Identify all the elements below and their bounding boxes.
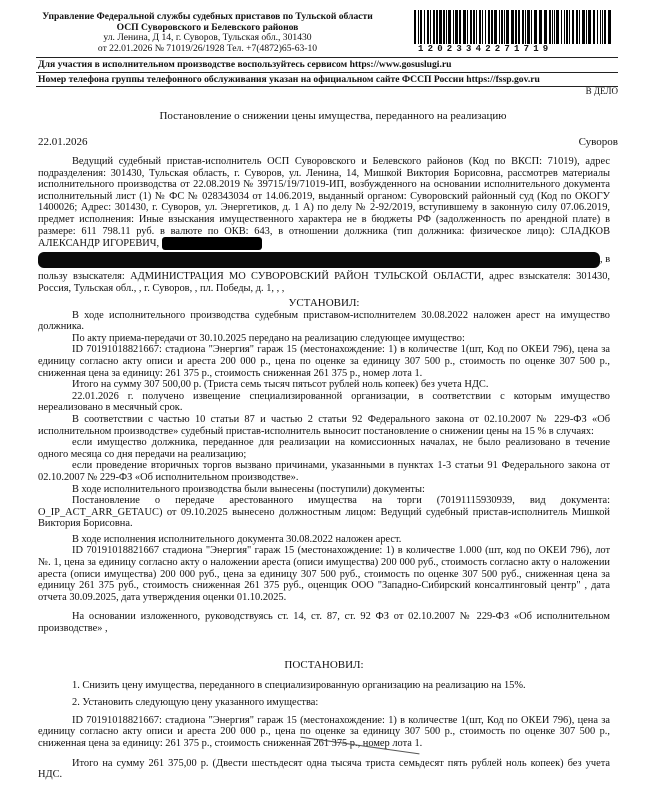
barcode-bar [579, 10, 580, 44]
barcode-bar [488, 10, 490, 44]
barcode-bar [479, 10, 481, 44]
debtor-name: СЛАДКОВ АЛЕКСАНДР ИГОРЕВИЧ, [38, 225, 610, 250]
barcode-bar [552, 10, 553, 44]
barcode [412, 10, 612, 44]
barcode-bar [525, 10, 526, 44]
document-date: 22.01.2026 [38, 136, 88, 148]
barcode-bar [424, 10, 425, 44]
barcode-bar [430, 10, 431, 44]
department-name: ОСП Суворовского и Белевского районов [116, 21, 299, 33]
barcode-bar [473, 10, 475, 44]
barcode-bar [443, 10, 445, 44]
established-paragraph: если проведение вторичных торгов вызвано причинами, указанными в пунктах 1-3 статьи 91 Федерального закона от 02.10.2007 № 229-ФЗ «Об исполнительном производстве». [38, 460, 610, 483]
barcode-bar [501, 10, 503, 44]
barcode-bar [593, 10, 595, 44]
barcode-bar [511, 10, 514, 44]
barcode-bar [564, 10, 565, 44]
established-heading: УСТАНОВИЛ: [288, 297, 360, 309]
org-name: Управление Федеральной службы судебных приставов по Тульской области [42, 11, 373, 22]
established-paragraph: ID 70191018821667: стадиона "Энергия" гараж 15 (местонахождение: 1) в количестве 1(шт, Код по ОКЕИ 796), цена за единицу согласно акту описи и ареста 200 000 р., цена по оценке за единицу 307 500 р., стоимость по оценке 307 500 р., сниженная цена за единицу: 261 375 р., стоимость сниженная 261 375 р., номер лота 1. [38, 344, 610, 379]
barcode-bar [576, 10, 578, 44]
established-paragraph: В ходе исполнительного производства судебным приставом-исполнителем 30.08.2022 наложен арест на имущество должника. [38, 309, 610, 333]
barcode-bar [494, 10, 497, 44]
barcode-bar [485, 10, 486, 44]
barcode-bar [470, 10, 472, 44]
barcode-bar [569, 10, 570, 44]
barcode-bar [427, 10, 429, 44]
divider [36, 57, 618, 58]
barcode-bar [604, 10, 606, 44]
barcode-bar [476, 10, 477, 44]
department-address: ул. Ленина, Д 14, г. Суворов, Тульская обл., 301430 [103, 32, 312, 43]
barcode-bar [534, 10, 537, 44]
phone-notice: Номер телефона группы телефонного обслуживания указан на официальном сайте ФССП России https://fssp.gov.ru [38, 74, 540, 85]
established-paragraph: если имущество должника, переданное для реализации на комиссионных началах, не было реализовано в течение одного месяца со дня передачи на реализацию; [38, 437, 610, 460]
resolved-section [38, 660, 610, 781]
redaction-bar [38, 252, 600, 268]
barcode-bar [554, 10, 555, 44]
barcode-bar [414, 10, 416, 44]
resolved-item: 2. Установить следующую цену указанного имущества: [72, 697, 319, 709]
filing-stamp: В ДЕЛО [585, 86, 618, 96]
claimant-text: пользу взыскателя: АДМИНИСТРАЦИЯ МО СУВОРОВСКИЙ РАЙОН ТУЛЬСКОЙ ОБЛАСТИ, адрес взыскателя: 301430, Россия, Тульская обл., , г. Суворов, , пл. Победы, д. 1, , , [38, 271, 610, 294]
resolved-item: ID 70191018821667: стадиона "Энергия" гараж 15 (местонахождение: 1) в количестве 1(шт, Код по ОКЕИ 796), цена за единицу согласно акту описи и ареста 200 000 р., цена по оценке за единицу 307 500 р., стоимость по оценке 307 500 р., сниженная цена за единицу: 261 375 р., стоимость сниженная 261 375 р., номер лота 1. [38, 714, 610, 749]
redaction-mark [162, 237, 262, 250]
barcode-bar [549, 10, 551, 44]
barcode-bar [467, 10, 468, 44]
barcode-bar [522, 10, 524, 44]
barcode-bar [582, 10, 585, 44]
barcode-bar [561, 10, 562, 44]
barcode-bar [433, 10, 435, 44]
gosuslugi-notice: Для участия в исполнительном производстве воспользуйтесь сервисом https://www.gosuslugi.ru [38, 59, 452, 70]
barcode-bar [544, 10, 547, 44]
document-title: Постановление о снижении цены имущества, переданного на реализацию [159, 110, 507, 122]
document-city: Суворов [578, 136, 618, 148]
barcode-bar [420, 10, 422, 44]
established-paragraph: В соответствии с частью 10 статьи 87 и частью 2 статьи 92 Федерального закона от 02.10.2007 № 229-ФЗ «Об исполнительном производстве» судебный пристав-исполнитель выносит постановление о снижении цены на 15 % в случаях: [38, 413, 610, 437]
barcode-bar [499, 10, 500, 44]
letterhead [10, 12, 405, 54]
resolved-heading: ПОСТАНОВИЛ: [284, 659, 364, 671]
barcode-bar [531, 10, 532, 44]
established-paragraph: В ходе исполнения исполнительного документа 30.08.2022 наложен арест. [72, 533, 402, 545]
barcode-bar [588, 10, 591, 44]
barcode-bar [459, 10, 461, 44]
barcode-bar [518, 10, 520, 44]
barcode-bar [463, 10, 466, 44]
intro-tail-text: , в [600, 254, 611, 265]
barcode-bar [455, 10, 458, 44]
claimant-paragraph [38, 271, 610, 294]
intro-text: Ведущий судебный пристав-исполнитель ОСП Суворовского и Белевского районов (Код по ВКСП: 71019), адрес подразделения: 301430, Тульская область, г. Суворов, ул. Ленина, 14, Мишкой Виктория Борисовна, рассмотрев материалы исполнительного производства от 22.08.2019 № 39715/19/71019-ИП, возбужденного на основании исполнительного документа исполнительный лист (1) № ФС № 028343034 от 14.06.2019, выданный органом: Суворовский районный суд (Код по ОКОГУ 1400026; Адрес: 301430, г. Суворов, ул. Энергетиков, д. 1 А) по делу № 2-92/2019, вступившему в законную силу 07.06.2019, предмет исполнения: Иные взыскания имущественного характера не в бюджеты РФ (задолженность по арендной плате) в размере: 611 798.11 руб. в валюте по ОКВ: 643, в отношении должника (тип должника: физическое лицо): [38, 156, 610, 237]
established-paragraph: В ходе исполнительного производства были вынесены (поступили) документы: [72, 483, 425, 495]
barcode-bar [506, 10, 509, 44]
established-paragraph: На основании изложенного, руководствуясь ст. 14, ст. 87, ст. 92 ФЗ от 02.10.2007 № 229-ФЗ «Об исполнительном производстве» , [38, 611, 610, 635]
established-paragraph: Постановление о передаче арестованного имущества на торги (70191115930939, вид документа: O_IP_ACT_ARR_GETAUC) от 09.10.2025 вынесено должностным лицом: Ведущий судебный пристав-исполнитель Мишкой Виктория Борисовна. [38, 495, 610, 530]
barcode-bar [586, 10, 587, 44]
barcode-bar [608, 10, 611, 44]
barcode-bar [600, 10, 601, 44]
established-paragraph: По акту приема-передачи от 30.10.2025 передано на реализацию следующее имущество: [72, 332, 465, 344]
barcode-bar [453, 10, 454, 44]
barcode-bar [527, 10, 530, 44]
barcode-bar [539, 10, 542, 44]
barcode-bar [556, 10, 559, 44]
barcode-bar [436, 10, 438, 44]
resolved-item: 1. Снизить цену имущества, переданного в специализированную организацию на реализацию на 15%. [72, 679, 526, 691]
established-paragraph: Итого на сумму 307 500,00 р. (Триста семь тысяч пятьсот рублей ноль копеек) без учета НДС. [72, 379, 489, 391]
barcode-digits: 12023342271719 [418, 44, 553, 54]
barcode-bar [602, 10, 603, 44]
established-paragraph: 22.01.2026 г. получено извещение специализированной организации, в соответствии с которым имущество нереализовано в месячный срок. [38, 390, 610, 414]
intro-paragraph [38, 156, 610, 250]
resolved-item: Итого на сумму 261 375,00 р. (Двести шестьдесят одна тысяча триста семьдесят пять рублей ноль копеек) без учета НДС. [38, 757, 610, 781]
barcode-bar [515, 10, 517, 44]
barcode-bar [439, 10, 442, 44]
barcode-bar [446, 10, 447, 44]
barcode-bar [504, 10, 505, 44]
established-section [38, 298, 610, 635]
barcode-bar [482, 10, 483, 44]
divider [36, 72, 618, 73]
barcode-bar [597, 10, 598, 44]
intro-tail [600, 254, 630, 266]
barcode-bar [418, 10, 419, 44]
reference-line: от 22.01.2026 № 71019/26/1928 Тел. +7(4872)65-63-10 [97, 42, 318, 54]
barcode-bar [572, 10, 574, 44]
divider [36, 86, 618, 87]
established-paragraph: ID 70191018821667 стадиона "Энергия" гараж 15 (местонахождение: 1) в количестве 1.000 (шт, код по ОКЕИ 796), лот №. 1, цена за единицу согласно акту о наложении ареста (описи имущества) 200 000 руб., стоимость согласно акту о наложении ареста (описи имущества) 200 000 руб., цена за единицу 307 500 руб., стоимость по оценке 307 500 руб., сниженная цена за единицу 261 375 руб., стоимость сниженная 261 375 руб., оценщик ООО "Западно-Сибирский консалтинговый центр" , дата отчета 30.09.2025, дата утверждения оценки 01.10.2025. [38, 545, 610, 603]
barcode-bar [566, 10, 568, 44]
barcode-bar [491, 10, 493, 44]
barcode-bar [448, 10, 451, 44]
